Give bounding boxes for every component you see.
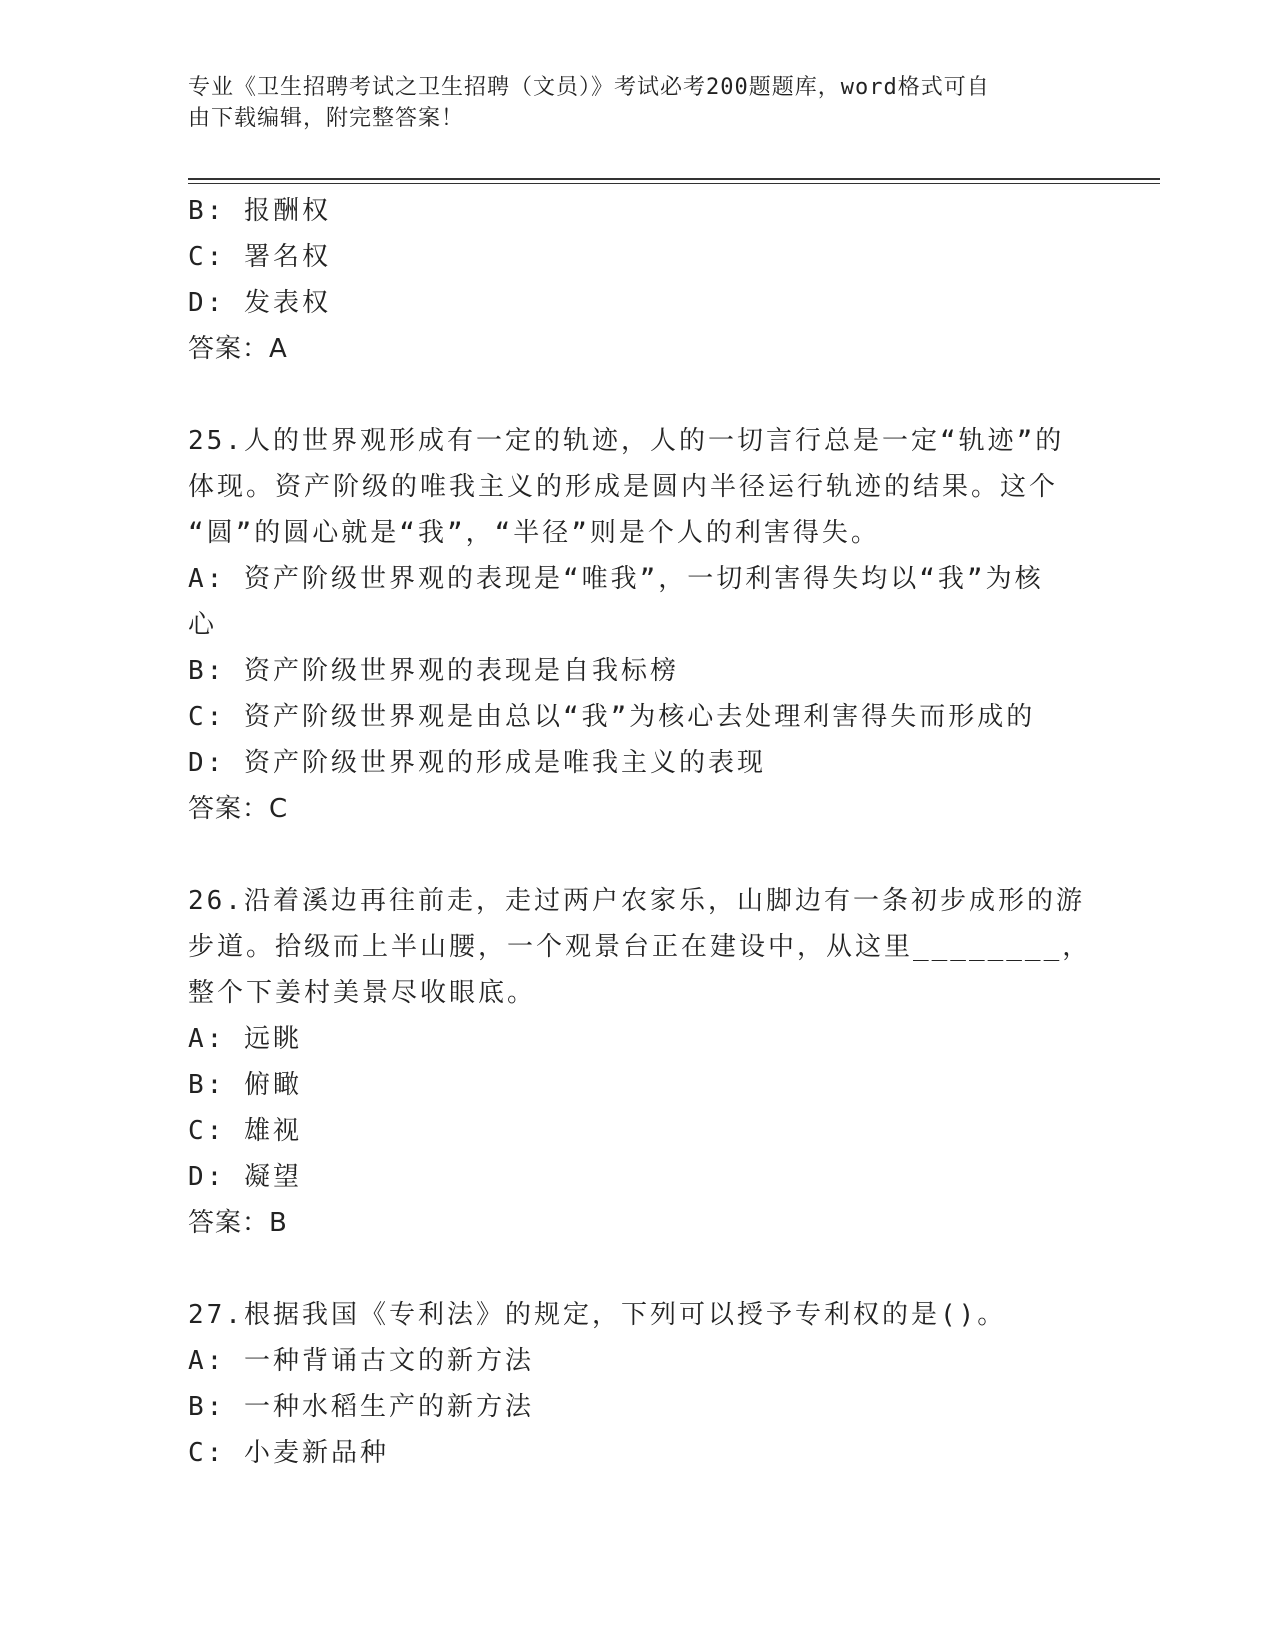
question-stem-line: “圆”的圆心就是“我”，“半径”则是个人的利害得失。 xyxy=(188,518,880,548)
option-line: D: 资产阶级世界观的形成是唯我主义的表现 xyxy=(188,748,766,778)
answer-line: 答案：B xyxy=(188,1208,288,1238)
question-stem-line: 27.根据我国《专利法》的规定，下列可以授予专利权的是()。 xyxy=(188,1300,1007,1330)
option-line: B: 资产阶级世界观的表现是自我标榜 xyxy=(188,656,679,686)
spacer xyxy=(188,832,1088,878)
spacer xyxy=(188,1246,1088,1292)
question-stem-line: 体现。资产阶级的唯我主义的形成是圆内半径运行轨迹的结果。这个 xyxy=(188,472,1059,502)
question-25 xyxy=(188,418,1088,832)
header-divider-thick xyxy=(188,178,1160,180)
header-line-2: 由下载编辑，附完整答案！ xyxy=(188,106,465,131)
option-line: A: 一种背诵古文的新方法 xyxy=(188,1346,534,1376)
question-26 xyxy=(188,878,1092,1246)
option-line: B: 俯瞰 xyxy=(188,1070,302,1100)
question-stem-line: 26.沿着溪边再往前走，走过两户农家乐，山脚边有一条初步成形的游 xyxy=(188,886,1085,916)
document-header xyxy=(188,72,1068,134)
question-list xyxy=(188,188,1092,1476)
option-line: B: 一种水稻生产的新方法 xyxy=(188,1392,534,1422)
answer-line: 答案：A xyxy=(188,334,288,364)
option-line: C: 雄视 xyxy=(188,1116,302,1146)
option-line: D: 凝望 xyxy=(188,1162,302,1192)
option-line: D: 发表权 xyxy=(188,288,331,318)
option-line: A: 资产阶级世界观的表现是“唯我”，一切利害得失均以“我”为核 xyxy=(188,564,1044,594)
question-stem-line: 25.人的世界观形成有一定的轨迹，人的一切言行总是一定“轨迹”的 xyxy=(188,426,1065,456)
option-line: A: 远眺 xyxy=(188,1024,302,1054)
option-line: C: 资产阶级世界观是由总以“我”为核心去处理利害得失而形成的 xyxy=(188,702,1036,732)
question-stem-line: 步道。拾级而上半山腰，一个观景台正在建设中，从这里________， xyxy=(188,932,1092,962)
option-line: C: 署名权 xyxy=(188,242,331,272)
spacer xyxy=(188,372,1088,418)
header-line-1: 专业《卫生招聘考试之卫生招聘（文员）》考试必考200题题库，word格式可自 xyxy=(188,75,990,100)
header-divider-thin xyxy=(188,183,1160,184)
previous-question-tail xyxy=(188,188,1088,372)
answer-line: 答案：C xyxy=(188,794,289,824)
option-line: C: 小麦新品种 xyxy=(188,1438,389,1468)
question-27 xyxy=(188,1292,1088,1476)
option-line-continuation: 心 xyxy=(188,610,218,640)
option-line: B: 报酬权 xyxy=(188,196,331,226)
question-stem-line: 整个下姜村美景尽收眼底。 xyxy=(188,978,537,1008)
